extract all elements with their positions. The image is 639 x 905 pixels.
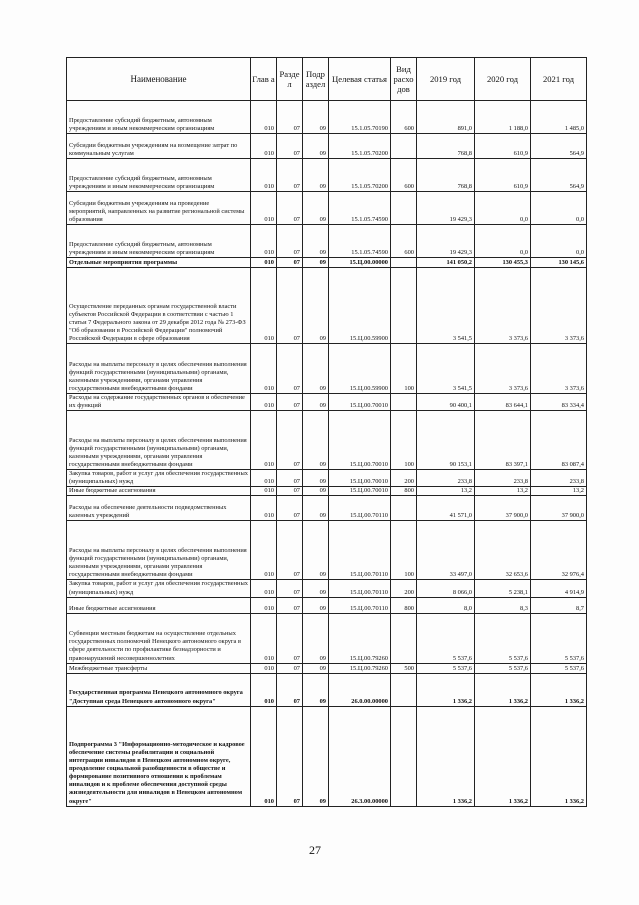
cell-y2019: 891,0	[417, 101, 475, 134]
table-row	[67, 101, 587, 134]
table-row	[67, 411, 587, 470]
budget-table	[66, 57, 587, 807]
cell-podrazdel: 09	[303, 268, 329, 344]
cell-y2019: 90 400,1	[417, 394, 475, 411]
cell-y2019: 768,8	[417, 159, 475, 192]
table-row	[67, 470, 587, 487]
cell-statya: 15.Ц.00.70010	[329, 394, 391, 411]
cell-razdel: 07	[277, 258, 303, 268]
cell-vid: 200	[391, 580, 417, 597]
cell-y2019: 1 336,2	[417, 673, 475, 706]
cell-y2020: 8,3	[475, 597, 531, 613]
cell-name: Осуществление переданных органам государственной власти субъектов Российской Федерации в соответствии с частью 1 статьи 7 Федерального закона от 29 декабря 2012 года № 273-ФЗ "Об образовании в Российской Федерации" полномочий Российской Федерации в сфере образования	[67, 268, 251, 344]
cell-name: Предоставление субсидий бюджетным, автономным учреждениям и иным некоммерческим организациям	[67, 225, 251, 258]
cell-y2019: 141 050,2	[417, 258, 475, 268]
cell-glava: 010	[251, 663, 277, 673]
cell-podrazdel: 09	[303, 159, 329, 192]
cell-y2019: 90 153,1	[417, 411, 475, 470]
cell-y2020: 13,2	[475, 487, 531, 496]
cell-glava: 010	[251, 706, 277, 806]
cell-glava: 010	[251, 192, 277, 225]
cell-y2021: 5 537,6	[531, 613, 587, 663]
cell-statya: 15.Ц.00.79260	[329, 613, 391, 663]
cell-podrazdel: 09	[303, 663, 329, 673]
cell-glava: 010	[251, 673, 277, 706]
cell-vid	[391, 673, 417, 706]
header-statya: Целевая статья	[329, 58, 391, 101]
header-name: Наименование	[67, 58, 251, 101]
table-row	[67, 580, 587, 597]
cell-vid	[391, 394, 417, 411]
cell-glava: 010	[251, 134, 277, 159]
cell-podrazdel: 09	[303, 521, 329, 580]
cell-name: Субвенции местным бюджетам на осуществление отдельных государственных полномочий Ненецкого автономного округа в сфере деятельности по профилактике безнадзорности и правонарушений несовершеннолетних	[67, 613, 251, 663]
cell-vid: 600	[391, 225, 417, 258]
cell-name: Расходы на выплаты персоналу в целях обеспечения выполнения функций государственными (муниципальными) органами, казенными учреждениями, органами управления государственными внебюджетными фондами	[67, 521, 251, 580]
cell-y2021: 3 373,6	[531, 344, 587, 394]
cell-y2021: 13,2	[531, 487, 587, 496]
cell-y2020: 610,9	[475, 134, 531, 159]
cell-name: Межбюджетные трансферты	[67, 663, 251, 673]
cell-name: Расходы на выплаты персоналу в целях обеспечения выполнения функций государственными (муниципальными) органами, казенными учреждениями, органами управления государственными внебюджетными фондами	[67, 411, 251, 470]
table-row	[67, 394, 587, 411]
header-2020: 2020 год	[475, 58, 531, 101]
cell-vid	[391, 496, 417, 521]
cell-podrazdel: 09	[303, 134, 329, 159]
cell-name: Подпрограмма 3 "Информационно-методическое и кадровое обеспечение системы реабилитации и социальной интеграции инвалидов в Ненецком автономном округе, преодоление социальной разобщенности в обществе и формирование позитивного отношения к проблемам инвалидов и к проблеме обеспечения доступной среды жизнедеятельности для инвалидов в Ненецком автономном округе"	[67, 706, 251, 806]
cell-razdel: 07	[277, 470, 303, 487]
cell-statya: 15.1.05.70200	[329, 159, 391, 192]
cell-razdel: 07	[277, 394, 303, 411]
cell-statya: 15.Ц.00.70010	[329, 411, 391, 470]
table-row	[67, 268, 587, 344]
cell-podrazdel: 09	[303, 225, 329, 258]
cell-statya: 15.Ц.00.70010	[329, 487, 391, 496]
cell-vid: 600	[391, 159, 417, 192]
cell-statya: 26.3.00.00000	[329, 706, 391, 806]
cell-name: Закупка товаров, работ и услуг для обеспечения государственных (муниципальных) нужд	[67, 580, 251, 597]
cell-y2019: 768,8	[417, 134, 475, 159]
cell-y2020: 83 644,1	[475, 394, 531, 411]
cell-y2019: 19 429,3	[417, 192, 475, 225]
header-2021: 2021 год	[531, 58, 587, 101]
cell-y2021: 0,0	[531, 225, 587, 258]
cell-podrazdel: 09	[303, 101, 329, 134]
cell-razdel: 07	[277, 663, 303, 673]
cell-statya: 26.0.00.00000	[329, 673, 391, 706]
table-row	[67, 192, 587, 225]
cell-vid: 100	[391, 344, 417, 394]
cell-y2021: 1 485,0	[531, 101, 587, 134]
cell-razdel: 07	[277, 706, 303, 806]
cell-vid: 800	[391, 487, 417, 496]
cell-y2020: 0,0	[475, 192, 531, 225]
cell-y2021: 130 145,6	[531, 258, 587, 268]
table-row	[67, 597, 587, 613]
cell-podrazdel: 09	[303, 394, 329, 411]
cell-glava: 010	[251, 394, 277, 411]
cell-y2019: 1 336,2	[417, 706, 475, 806]
cell-y2021: 1 336,2	[531, 673, 587, 706]
cell-name: Субсидии бюджетным учреждениям на проведение мероприятий, направленных на развитие региональной системы образования	[67, 192, 251, 225]
table-row	[67, 159, 587, 192]
cell-podrazdel: 09	[303, 192, 329, 225]
cell-y2020: 37 900,0	[475, 496, 531, 521]
cell-vid: 100	[391, 411, 417, 470]
cell-y2021: 32 976,4	[531, 521, 587, 580]
cell-name: Предоставление субсидий бюджетным, автономным учреждениям и иным некоммерческим организациям	[67, 159, 251, 192]
cell-y2021: 83 087,4	[531, 411, 587, 470]
cell-vid	[391, 258, 417, 268]
cell-y2021: 5 537,6	[531, 663, 587, 673]
cell-razdel: 07	[277, 134, 303, 159]
cell-razdel: 07	[277, 411, 303, 470]
cell-podrazdel: 09	[303, 673, 329, 706]
cell-y2020: 5 537,6	[475, 663, 531, 673]
cell-glava: 010	[251, 496, 277, 521]
cell-glava: 010	[251, 597, 277, 613]
cell-razdel: 07	[277, 225, 303, 258]
table-body	[67, 101, 587, 807]
cell-y2019: 41 571,0	[417, 496, 475, 521]
cell-razdel: 07	[277, 159, 303, 192]
cell-podrazdel: 09	[303, 487, 329, 496]
cell-glava: 010	[251, 268, 277, 344]
cell-podrazdel: 09	[303, 580, 329, 597]
cell-vid: 500	[391, 663, 417, 673]
cell-y2021: 564,9	[531, 134, 587, 159]
table-row	[67, 613, 587, 663]
cell-y2019: 33 497,0	[417, 521, 475, 580]
cell-statya: 15.Ц.00.70110	[329, 496, 391, 521]
cell-y2020: 130 455,3	[475, 258, 531, 268]
cell-glava: 010	[251, 225, 277, 258]
page-number: 27	[309, 843, 321, 857]
header-glava: Глав а	[251, 58, 277, 101]
cell-statya: 15.Ц.00.79260	[329, 663, 391, 673]
cell-y2020: 32 653,6	[475, 521, 531, 580]
table-row	[67, 258, 587, 268]
cell-glava: 010	[251, 159, 277, 192]
cell-razdel: 07	[277, 496, 303, 521]
table-row	[67, 225, 587, 258]
cell-glava: 010	[251, 521, 277, 580]
cell-statya: 15.Ц.00.59900	[329, 268, 391, 344]
cell-y2019: 8 066,0	[417, 580, 475, 597]
cell-name: Отдельные мероприятия программы	[67, 258, 251, 268]
cell-vid	[391, 613, 417, 663]
cell-y2020: 5 238,1	[475, 580, 531, 597]
cell-podrazdel: 09	[303, 411, 329, 470]
cell-y2021: 3 373,6	[531, 268, 587, 344]
cell-statya: 15.Ц.00.70110	[329, 521, 391, 580]
cell-vid: 200	[391, 470, 417, 487]
cell-razdel: 07	[277, 192, 303, 225]
cell-statya: 15.Ц.00.70110	[329, 597, 391, 613]
cell-vid	[391, 268, 417, 344]
cell-razdel: 07	[277, 613, 303, 663]
header-2019: 2019 год	[417, 58, 475, 101]
cell-statya: 15.1.05.70200	[329, 134, 391, 159]
cell-glava: 010	[251, 344, 277, 394]
header-vid: Вид расхо дов	[391, 58, 417, 101]
cell-statya: 15.1.05.74590	[329, 225, 391, 258]
cell-y2021: 37 900,0	[531, 496, 587, 521]
cell-y2020: 0,0	[475, 225, 531, 258]
cell-podrazdel: 09	[303, 706, 329, 806]
header-razdel: Разде л	[277, 58, 303, 101]
cell-y2021: 4 914,9	[531, 580, 587, 597]
cell-name: Иные бюджетные ассигнования	[67, 597, 251, 613]
cell-name: Закупка товаров, работ и услуг для обеспечения государственных (муниципальных) нужд	[67, 470, 251, 487]
cell-statya: 15.1.05.70190	[329, 101, 391, 134]
cell-razdel: 07	[277, 487, 303, 496]
cell-vid	[391, 192, 417, 225]
cell-vid: 100	[391, 521, 417, 580]
cell-y2020: 3 373,6	[475, 344, 531, 394]
cell-y2019: 5 537,6	[417, 613, 475, 663]
cell-y2021: 233,8	[531, 470, 587, 487]
cell-y2019: 3 541,5	[417, 344, 475, 394]
cell-y2020: 1 336,2	[475, 673, 531, 706]
cell-razdel: 07	[277, 580, 303, 597]
cell-razdel: 07	[277, 344, 303, 394]
cell-razdel: 07	[277, 597, 303, 613]
cell-glava: 010	[251, 411, 277, 470]
cell-y2020: 3 373,6	[475, 268, 531, 344]
cell-name: Расходы на обеспечение деятельности подведомственных казенных учреждений	[67, 496, 251, 521]
cell-razdel: 07	[277, 101, 303, 134]
cell-y2020: 5 537,6	[475, 613, 531, 663]
cell-y2020: 83 397,1	[475, 411, 531, 470]
cell-name: Государственная программа Ненецкого автономного округа "Доступная среда Ненецкого автономного округа"	[67, 673, 251, 706]
table-row	[67, 706, 587, 806]
cell-y2019: 233,8	[417, 470, 475, 487]
cell-glava: 010	[251, 487, 277, 496]
cell-statya: 15.Ц.00.70010	[329, 470, 391, 487]
table-row	[67, 487, 587, 496]
cell-name: Субсидии бюджетным учреждениям на возмещение затрат по коммунальным услугам	[67, 134, 251, 159]
cell-razdel: 07	[277, 268, 303, 344]
cell-podrazdel: 09	[303, 597, 329, 613]
cell-y2020: 1 188,0	[475, 101, 531, 134]
cell-y2020: 233,8	[475, 470, 531, 487]
table-row	[67, 496, 587, 521]
cell-y2021: 564,9	[531, 159, 587, 192]
cell-name: Предоставление субсидий бюджетным, автономным учреждениям и иным некоммерческим организациям	[67, 101, 251, 134]
header-row	[67, 58, 587, 101]
cell-y2019: 19 429,3	[417, 225, 475, 258]
cell-y2019: 3 541,5	[417, 268, 475, 344]
table-row	[67, 344, 587, 394]
cell-vid: 800	[391, 597, 417, 613]
cell-razdel: 07	[277, 521, 303, 580]
cell-statya: 15.Ц.00.70110	[329, 580, 391, 597]
cell-y2020: 1 336,2	[475, 706, 531, 806]
cell-glava: 010	[251, 613, 277, 663]
cell-vid: 600	[391, 101, 417, 134]
cell-podrazdel: 09	[303, 258, 329, 268]
table-row	[67, 521, 587, 580]
cell-name: Расходы на содержание государственных органов и обеспечение их функций	[67, 394, 251, 411]
cell-statya: 15.Ц.00.00000	[329, 258, 391, 268]
cell-glava: 010	[251, 258, 277, 268]
cell-podrazdel: 09	[303, 613, 329, 663]
cell-name: Расходы на выплаты персоналу в целях обеспечения выполнения функций государственными (муниципальными) органами, казенными учреждениями, органами управления государственными внебюджетными фондами	[67, 344, 251, 394]
cell-podrazdel: 09	[303, 344, 329, 394]
cell-y2019: 5 537,6	[417, 663, 475, 673]
cell-vid	[391, 134, 417, 159]
table-row	[67, 663, 587, 673]
table-row	[67, 134, 587, 159]
cell-glava: 010	[251, 101, 277, 134]
cell-y2021: 0,0	[531, 192, 587, 225]
cell-podrazdel: 09	[303, 470, 329, 487]
cell-name: Иные бюджетные ассигнования	[67, 487, 251, 496]
cell-y2020: 610,9	[475, 159, 531, 192]
cell-razdel: 07	[277, 673, 303, 706]
cell-y2021: 83 334,4	[531, 394, 587, 411]
cell-statya: 15.1.05.74590	[329, 192, 391, 225]
cell-y2021: 1 336,2	[531, 706, 587, 806]
cell-podrazdel: 09	[303, 496, 329, 521]
header-podrazdel: Подр аздел	[303, 58, 329, 101]
cell-y2019: 8,0	[417, 597, 475, 613]
cell-glava: 010	[251, 580, 277, 597]
cell-glava: 010	[251, 470, 277, 487]
cell-y2021: 8,7	[531, 597, 587, 613]
table-row	[67, 673, 587, 706]
cell-statya: 15.Ц.00.59900	[329, 344, 391, 394]
cell-vid	[391, 706, 417, 806]
cell-y2019: 13,2	[417, 487, 475, 496]
